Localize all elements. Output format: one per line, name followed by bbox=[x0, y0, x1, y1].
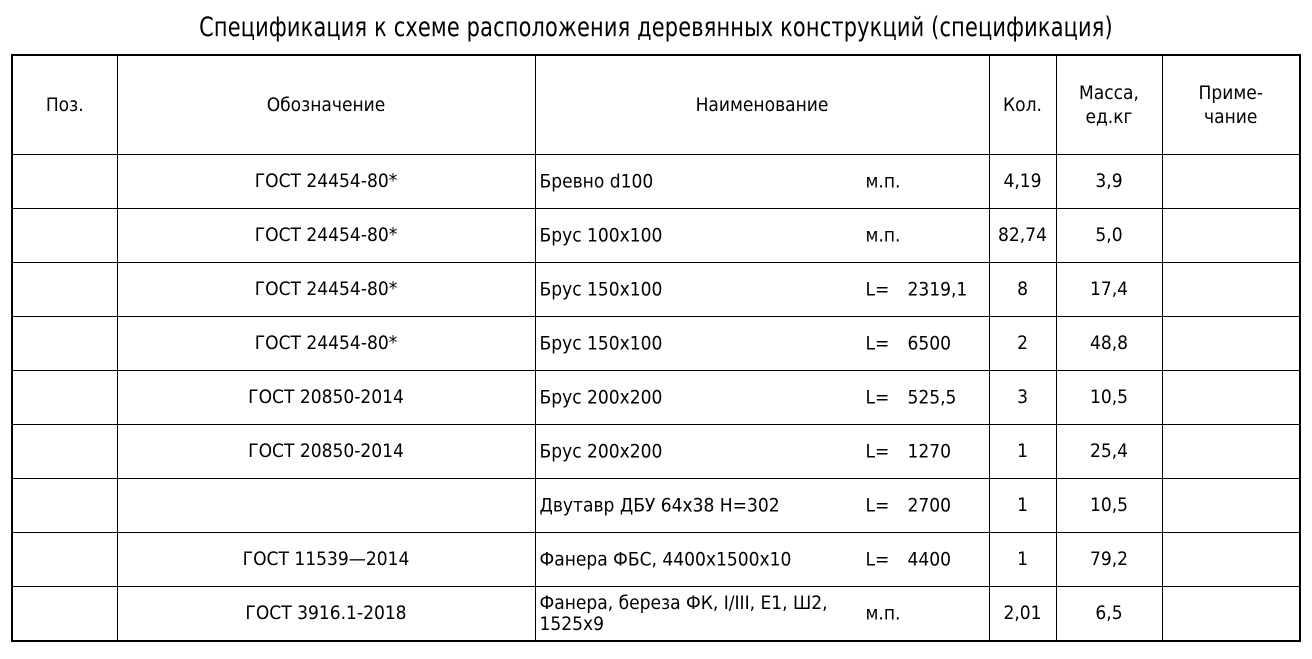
item-length: 2700 bbox=[907, 494, 951, 516]
pos-cell bbox=[12, 587, 117, 642]
header-note bbox=[1162, 55, 1300, 155]
item-name: Двутавр ДБУ 64х38 H=302 bbox=[539, 494, 780, 516]
item-length: 6500 bbox=[907, 332, 951, 354]
item-unit: м.п. bbox=[865, 602, 901, 624]
mass-cell: 10,5 bbox=[1056, 371, 1162, 425]
name-cell bbox=[535, 533, 989, 587]
note-cell bbox=[1162, 209, 1300, 263]
designation-cell: ГОСТ 24454-80* bbox=[117, 209, 535, 263]
qty-cell: 1 bbox=[989, 479, 1056, 533]
table-row bbox=[12, 209, 1300, 263]
table-row bbox=[12, 587, 1300, 642]
qty-cell: 1 bbox=[989, 425, 1056, 479]
mass-cell: 25,4 bbox=[1056, 425, 1162, 479]
note-cell bbox=[1162, 263, 1300, 317]
item-length: 1270 bbox=[907, 440, 951, 462]
note-cell bbox=[1162, 425, 1300, 479]
designation-cell: ГОСТ 20850-2014 bbox=[117, 371, 535, 425]
table-row bbox=[12, 479, 1300, 533]
specification-table bbox=[11, 54, 1301, 642]
mass-cell: 5,0 bbox=[1056, 209, 1162, 263]
item-length: 525,5 bbox=[907, 386, 957, 408]
item-length: 2319,1 bbox=[907, 278, 968, 300]
pos-cell bbox=[12, 317, 117, 371]
name-cell bbox=[535, 263, 989, 317]
designation-cell: ГОСТ 24454-80* bbox=[117, 155, 535, 209]
note-cell bbox=[1162, 587, 1300, 642]
item-name: Бревно d100 bbox=[539, 170, 654, 192]
qty-cell: 1 bbox=[989, 533, 1056, 587]
item-unit: L= bbox=[865, 278, 890, 300]
header-designation: Обозначение bbox=[117, 55, 535, 155]
mass-cell: 3,9 bbox=[1056, 155, 1162, 209]
item-name: Брус 200х200 bbox=[539, 440, 663, 462]
pos-cell bbox=[12, 371, 117, 425]
pos-cell bbox=[12, 425, 117, 479]
table-row bbox=[12, 425, 1300, 479]
pos-cell bbox=[12, 479, 117, 533]
header-row bbox=[12, 55, 1300, 155]
designation-cell: ГОСТ 24454-80* bbox=[117, 263, 535, 317]
mass-cell: 79,2 bbox=[1056, 533, 1162, 587]
header-note-line2: чание bbox=[1204, 106, 1258, 128]
pos-cell bbox=[12, 533, 117, 587]
name-cell bbox=[535, 479, 989, 533]
table-row bbox=[12, 371, 1300, 425]
item-name: Брус 150х100 bbox=[539, 332, 663, 354]
designation-cell bbox=[117, 479, 535, 533]
item-name: Брус 150х100 bbox=[539, 278, 663, 300]
header-note-line1: Приме- bbox=[1198, 82, 1263, 104]
item-name: Брус 100х100 bbox=[539, 224, 663, 246]
designation-cell: ГОСТ 24454-80* bbox=[117, 317, 535, 371]
mass-cell: 17,4 bbox=[1056, 263, 1162, 317]
note-cell bbox=[1162, 155, 1300, 209]
item-unit: L= bbox=[865, 332, 890, 354]
qty-cell: 82,74 bbox=[989, 209, 1056, 263]
designation-cell: ГОСТ 20850-2014 bbox=[117, 425, 535, 479]
item-name: Фанера, береза ФК, I/III, E1, Ш2, 1525х9 bbox=[539, 591, 828, 635]
table-row bbox=[12, 317, 1300, 371]
note-cell bbox=[1162, 371, 1300, 425]
mass-cell: 6,5 bbox=[1056, 587, 1162, 642]
header-pos: Поз. bbox=[12, 55, 117, 155]
table-row bbox=[12, 263, 1300, 317]
pos-cell bbox=[12, 263, 117, 317]
header-qty: Кол. bbox=[989, 55, 1056, 155]
name-cell bbox=[535, 317, 989, 371]
pos-cell bbox=[12, 155, 117, 209]
header-mass bbox=[1056, 55, 1162, 155]
qty-cell: 2,01 bbox=[989, 587, 1056, 642]
spec-title: Спецификация к схеме расположения деревянных конструкций (спецификация) bbox=[199, 12, 1113, 43]
qty-cell: 4,19 bbox=[989, 155, 1056, 209]
item-unit: м.п. bbox=[865, 224, 901, 246]
table-row bbox=[12, 533, 1300, 587]
qty-cell: 3 bbox=[989, 371, 1056, 425]
note-cell bbox=[1162, 479, 1300, 533]
qty-cell: 8 bbox=[989, 263, 1056, 317]
designation-cell: ГОСТ 3916.1-2018 bbox=[117, 587, 535, 642]
header-name: Наименование bbox=[535, 55, 989, 155]
designation-cell: ГОСТ 11539—2014 bbox=[117, 533, 535, 587]
header-mass-line2: ед.кг bbox=[1085, 106, 1133, 128]
item-name: Фанера ФБС, 4400х1500х10 bbox=[539, 548, 792, 570]
note-cell bbox=[1162, 317, 1300, 371]
item-unit: L= bbox=[865, 548, 890, 570]
mass-cell: 10,5 bbox=[1056, 479, 1162, 533]
item-unit: L= bbox=[865, 494, 890, 516]
item-unit: L= bbox=[865, 440, 890, 462]
header-mass-line1: Масса, bbox=[1079, 82, 1139, 104]
pos-cell bbox=[12, 209, 117, 263]
item-name: Брус 200х200 bbox=[539, 386, 663, 408]
name-cell bbox=[535, 371, 989, 425]
note-cell bbox=[1162, 533, 1300, 587]
name-cell bbox=[535, 155, 989, 209]
item-unit: L= bbox=[865, 386, 890, 408]
table-row bbox=[12, 155, 1300, 209]
qty-cell: 2 bbox=[989, 317, 1056, 371]
item-unit: м.п. bbox=[865, 170, 901, 192]
name-cell bbox=[535, 425, 989, 479]
name-cell bbox=[535, 587, 989, 642]
name-cell bbox=[535, 209, 989, 263]
item-length: 4400 bbox=[907, 548, 951, 570]
mass-cell: 48,8 bbox=[1056, 317, 1162, 371]
